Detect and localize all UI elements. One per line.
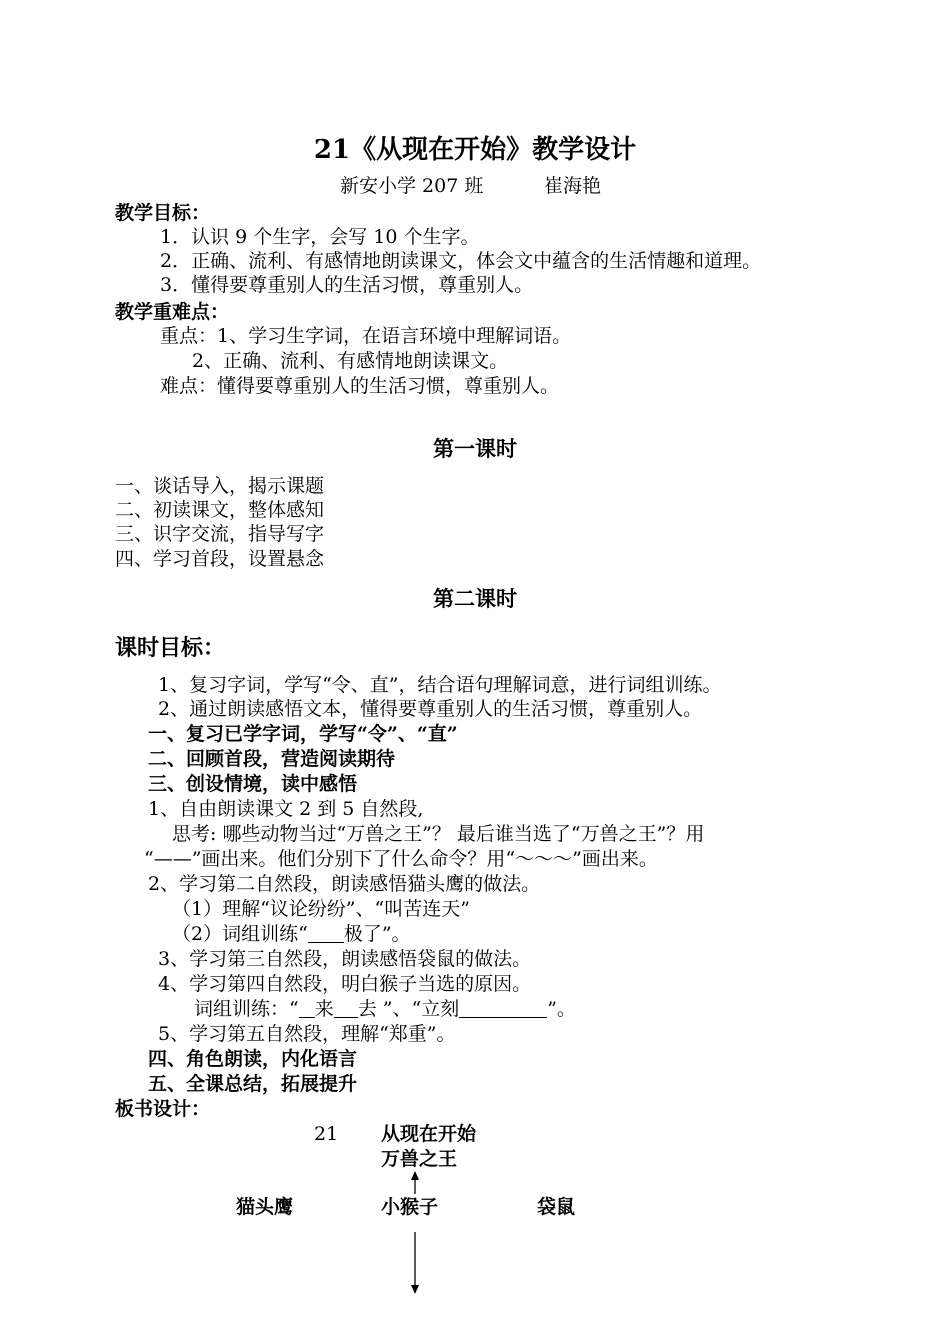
lesson2-sub: 3、学习第三自然段，朗读感悟袋鼠的做法。: [158, 948, 532, 970]
lesson2-heading: 第二课时: [433, 586, 517, 611]
lesson2-sub: 2、学习第二自然段，朗读感悟猫头鹰的做法。: [148, 873, 541, 895]
school-class: 新安小学 207 班: [340, 175, 484, 197]
goal-item: 1．认识 9 个生字，会写 10 个生字。: [160, 226, 480, 248]
think-question: 思考: 哪些动物当过“万兽之王”？ 最后谁当选了“万兽之王”？用: [172, 823, 705, 845]
lesson2-goal-heading: 课时目标：: [115, 635, 226, 661]
board-heading: 板书设计：: [115, 1098, 211, 1120]
word-training-text: （2）词组训练“: [172, 923, 308, 945]
board-king: 万兽之王: [381, 1148, 458, 1170]
key-point: 2、正确、流利、有感情地朗读课文。: [192, 350, 509, 372]
goal-item: 2．正确、流利、有感情地朗读课文，体会文中蕴含的生活情趣和道理。: [160, 250, 762, 272]
word-training-text: ”。: [547, 998, 576, 1020]
goals-heading: 教学目标：: [115, 202, 211, 224]
page-title: 21《从现在开始》教学设计: [313, 135, 637, 165]
goal-item: 3．懂得要尊重别人的生活习惯，尊重别人。: [160, 274, 534, 296]
lesson2-sub: （1）理解“议论纷纷”、“叫苦连天”: [172, 898, 470, 920]
up-arrow-icon: [411, 1171, 419, 1194]
lesson1-step: 一、谈话导入，揭示课题: [115, 475, 325, 497]
lesson1-heading: 第一课时: [433, 436, 517, 461]
word-training-text: 词组训练：“: [194, 998, 299, 1020]
lesson2-step: 四、角色朗读，内化语言: [148, 1048, 358, 1070]
lesson1-step: 二、初读课文，整体感知: [115, 499, 325, 521]
lesson1-step: 四、学习首段，设置悬念: [115, 548, 325, 570]
board-owl: 猫头鹰: [236, 1196, 294, 1218]
lesson2-goal: 1、复习字词，学写“令、直”，结合语句理解词意，进行词组训练。: [158, 674, 722, 696]
lesson1-step: 三、识字交流，指导写字: [115, 523, 325, 545]
difficult-point: 难点：懂得要尊重别人的生活习惯，尊重别人。: [160, 375, 560, 397]
board-lesson-number: 21: [314, 1123, 339, 1145]
lesson2-sub: 4、学习第四自然段，明白猴子当选的原因。: [158, 973, 532, 995]
lesson2-step: 一、复习已学字词，学写“令”、“直”: [148, 723, 458, 745]
key-point: 重点：1、学习生字词，在语言环境中理解词语。: [160, 325, 572, 347]
word-training-text: 极了”。: [343, 923, 411, 945]
board-title: 从现在开始: [381, 1123, 477, 1145]
think-question: “——”画出来。他们分别下了什么命令？用“～～～”画出来。: [144, 848, 658, 870]
lesson2-step: 二、回顾首段，营造阅读期待: [148, 748, 396, 770]
word-training-text: 来: [314, 998, 334, 1020]
down-arrow-icon: [411, 1232, 419, 1294]
key-points-heading: 教学重难点：: [115, 301, 230, 323]
lesson2-goal: 2、通过朗读感悟文本，懂得要尊重别人的生活习惯，尊重别人。: [158, 698, 703, 720]
lesson2-sub: 1、自由朗读课文 2 到 5 自然段,: [148, 798, 424, 820]
lesson2-step: 三、创设情境，读中感悟: [148, 773, 358, 795]
word-training-text: 去 ”、“立刻: [357, 998, 460, 1020]
board-kangaroo: 袋鼠: [537, 1196, 576, 1218]
lesson2-step: 五、全课总结，拓展提升: [148, 1073, 358, 1095]
teacher-name: 崔海艳: [544, 175, 602, 197]
lesson2-sub: 5、学习第五自然段，理解“郑重”。: [158, 1023, 456, 1045]
board-monkey: 小猴子: [381, 1196, 439, 1218]
